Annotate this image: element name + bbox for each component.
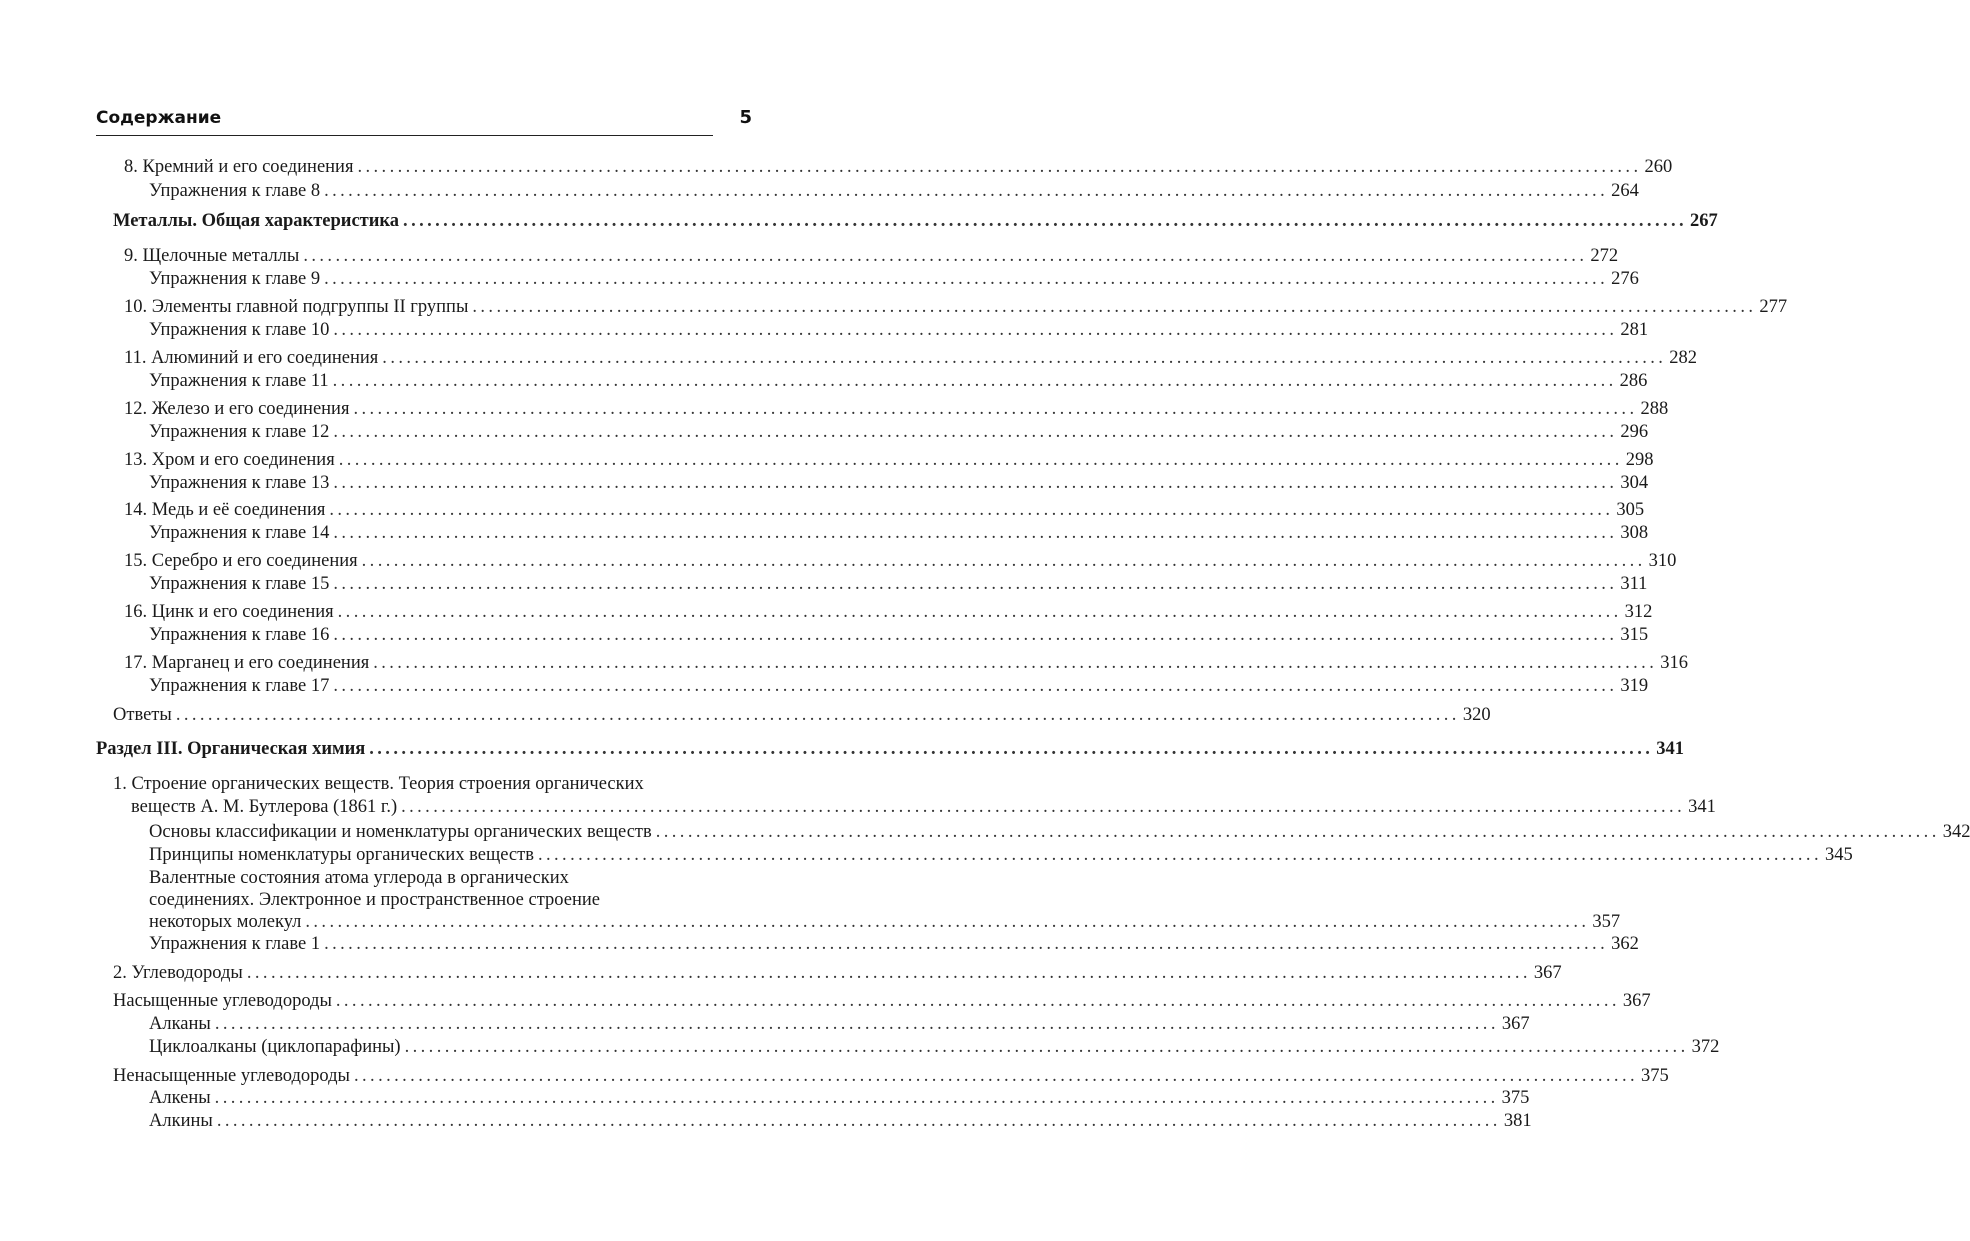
toc-entry-page: 367 (1501, 1014, 1530, 1034)
toc-entry-page: 276 (1611, 269, 1639, 289)
toc-entry-title: Упражнения к главе 9 (149, 269, 321, 289)
toc-entry[interactable] (124, 346, 1698, 370)
toc-entry-page: 272 (1590, 246, 1619, 266)
toc-entry-page: 304 (1620, 473, 1649, 493)
toc-entry[interactable] (149, 420, 1649, 444)
toc-entry-title: 14. Медь и её соединения (124, 500, 326, 520)
toc-leader-dots: ................................................................................................................................................................ (361, 551, 1646, 571)
toc-entry-title: Упражнения к главе 8 (149, 181, 321, 201)
toc-entry-page: 308 (1620, 523, 1649, 543)
toc-entry-title: Алканы (149, 1014, 211, 1034)
toc-entry[interactable] (124, 600, 1653, 624)
toc-entry-title: веществ А. М. Бутлерова (1861 г.) (131, 797, 398, 817)
toc-entry-title: Упражнения к главе 16 (149, 625, 330, 645)
toc-entry[interactable] (149, 1035, 1720, 1059)
toc-entry-title: Насыщенные углеводороды (113, 991, 332, 1011)
toc-leader-dots: ................................................................................................................................................................ (333, 523, 1618, 543)
toc-entry-title: Упражнения к главе 15 (149, 574, 330, 594)
toc-entry[interactable] (149, 471, 1649, 495)
toc-entry[interactable] (149, 843, 1853, 867)
toc-leader-dots: ................................................................................................................................................................ (303, 246, 1588, 266)
toc-entry-title: 16. Цинк и его соединения (124, 602, 334, 622)
toc-entry-title: Ответы (113, 705, 172, 725)
toc-entry[interactable] (149, 674, 1649, 698)
toc-entry-title: Металлы. Общая характеристика (113, 211, 400, 231)
toc-entry[interactable] (124, 448, 1654, 472)
toc-entry-page: 288 (1640, 399, 1669, 419)
toc-entry-page: 311 (1620, 574, 1648, 594)
toc-entry-page: 310 (1648, 551, 1677, 571)
toc-entry-title: Упражнения к главе 13 (149, 473, 330, 493)
toc-entry-page: 381 (1503, 1111, 1532, 1131)
toc-leader-dots: ................................................................................................................................................................ (305, 912, 1590, 932)
toc-leader-dots: ................................................................................................................................................................ (369, 739, 1654, 759)
page-header (96, 106, 752, 136)
toc-leader-dots: ................................................................................................................................................................ (382, 348, 1667, 368)
toc-entry-page: 341 (1688, 797, 1716, 817)
toc-leader-dots: ................................................................................................................................................................ (357, 157, 1642, 177)
toc-entry[interactable] (149, 910, 1621, 934)
toc-entry-title: Ненасыщенные углеводороды (113, 1066, 350, 1086)
toc-leader-dots: ................................................................................................................................................................ (214, 1014, 1499, 1034)
toc-leader-dots: ................................................................................................................................................................ (335, 991, 1620, 1011)
toc-leader-dots: ................................................................................................................................................................ (338, 450, 1623, 470)
toc-entry-page: 367 (1533, 963, 1562, 983)
toc-entry-title: Раздел III. Органическая химия (96, 739, 366, 759)
toc-leader-dots: ................................................................................................................................................................ (401, 797, 1686, 817)
toc-leader-dots: ................................................................................................................................................................ (337, 602, 1622, 622)
toc-entry[interactable] (149, 1109, 1532, 1133)
toc-entry-title: 15. Серебро и его соединения (124, 551, 358, 571)
toc-leader-dots: ................................................................................................................................................................ (333, 625, 1618, 645)
toc-leader-dots: ................................................................................................................................................................ (324, 934, 1609, 954)
toc-entry-title: Упражнения к главе 17 (149, 676, 330, 696)
toc-entry[interactable] (124, 155, 1673, 179)
toc-entry-title: 13. Хром и его соединения (124, 450, 335, 470)
toc-leader-dots: ................................................................................................................................................................ (175, 705, 1460, 725)
toc-entry-title: 2. Углеводороды (113, 963, 243, 983)
toc-entry[interactable] (149, 932, 1639, 956)
toc-entry-page: 367 (1622, 991, 1651, 1011)
toc-entry-page: 264 (1611, 181, 1639, 201)
toc-entry-page: 312 (1624, 602, 1653, 622)
toc-entry-title: 12. Железо и его соединения (124, 399, 350, 419)
toc-entry-page: 281 (1620, 320, 1649, 340)
toc-entry[interactable] (124, 295, 1788, 319)
toc-entry-title: Упражнения к главе 14 (149, 523, 330, 543)
toc-leader-dots: ................................................................................................................................................................ (333, 320, 1618, 340)
toc-entry-title: некоторых молекул (149, 912, 302, 932)
toc-entry[interactable] (113, 1064, 1669, 1088)
toc-entry-page: 298 (1625, 450, 1654, 470)
toc-entry-line: соединениях. Электронное и пространственное строение (149, 890, 600, 910)
toc-entry-page: 260 (1644, 157, 1673, 177)
toc-entry[interactable] (113, 703, 1491, 727)
toc-entry[interactable] (113, 989, 1651, 1013)
toc-entry[interactable] (149, 267, 1639, 291)
toc-entry-page: 372 (1691, 1037, 1720, 1057)
toc-leader-dots: ................................................................................................................................................................ (655, 822, 1940, 842)
toc-entry-title: 17. Марганец и его соединения (124, 653, 370, 673)
toc-leader-dots: ................................................................................................................................................................ (354, 1066, 1638, 1086)
toc-entry[interactable] (124, 498, 1645, 522)
toc-entry-page: 319 (1620, 676, 1649, 696)
toc-section-heading[interactable] (113, 209, 1718, 233)
toc-entry-title: Принципы номенклатуры органических веществ (149, 845, 534, 865)
toc-leader-dots: ................................................................................................................................................................ (353, 399, 1638, 419)
toc-entry-title: 10. Элементы главной подгруппы II группы (124, 297, 469, 317)
toc-entry-title: Упражнения к главе 1 (149, 934, 321, 954)
toc-entry-page: 296 (1620, 422, 1649, 442)
toc-entry-title: Упражнения к главе 10 (149, 320, 330, 340)
toc-entry-title: Упражнения к главе 11 (149, 371, 329, 391)
toc-entry-line: Валентные состояния атома углерода в органических (149, 868, 569, 888)
toc-leader-dots: ................................................................................................................................................................ (373, 653, 1658, 673)
toc-entry-page: 341 (1656, 739, 1684, 759)
toc-leader-dots: ................................................................................................................................................................ (333, 422, 1618, 442)
toc-leader-dots: ................................................................................................................................................................ (332, 371, 1617, 391)
toc-leader-dots: ................................................................................................................................................................ (537, 845, 1822, 865)
toc-entry-title: Упражнения к главе 12 (149, 422, 330, 442)
toc-leader-dots: ................................................................................................................................................................ (333, 574, 1618, 594)
toc-leader-dots: ................................................................................................................................................................ (329, 500, 1614, 520)
toc-entry[interactable] (149, 521, 1649, 545)
toc-entry[interactable] (124, 397, 1669, 421)
toc-entry-page: 282 (1669, 348, 1698, 368)
toc-entry[interactable] (149, 369, 1648, 393)
toc-entry-title: Алкены (149, 1088, 211, 1108)
toc-leader-dots: ................................................................................................................................................................ (214, 1088, 1499, 1108)
toc-entry-page: 320 (1462, 705, 1491, 725)
toc-section-heading[interactable] (96, 737, 1684, 761)
toc-entry-page: 316 (1660, 653, 1688, 673)
toc-entry-page: 375 (1501, 1088, 1530, 1108)
toc-entry-title: Основы классификации и номенклатуры органических веществ (149, 822, 652, 842)
toc-entry-title: 9. Щелочные металлы (124, 246, 300, 266)
toc-entry[interactable] (149, 318, 1649, 342)
toc-leader-dots: ................................................................................................................................................................ (324, 181, 1609, 201)
toc-entry[interactable] (149, 820, 1970, 844)
toc-entry-page: 286 (1619, 371, 1648, 391)
toc-entry[interactable] (149, 179, 1639, 203)
toc-entry-page: 305 (1616, 500, 1645, 520)
toc-entry[interactable] (131, 795, 1716, 819)
toc-entry-line: 1. Строение органических веществ. Теория строения органических (113, 774, 644, 794)
toc-entry-title: Алкины (149, 1111, 213, 1131)
toc-leader-dots: ................................................................................................................................................................ (404, 1037, 1689, 1057)
toc-leader-dots: ................................................................................................................................................................ (216, 1111, 1501, 1131)
toc-entry[interactable] (149, 1086, 1530, 1110)
page-number: 5 (739, 107, 752, 128)
toc-leader-dots: ................................................................................................................................................................ (333, 473, 1618, 493)
toc-entry-page: 315 (1620, 625, 1649, 645)
toc-entry-page: 357 (1592, 912, 1621, 932)
toc-leader-dots: ................................................................................................................................................................ (246, 963, 1531, 983)
toc-entry[interactable] (124, 244, 1619, 268)
toc-entry-page: 375 (1641, 1066, 1669, 1086)
toc-entry-page: 342 (1942, 822, 1970, 842)
toc-entry-title: 11. Алюминий и его соединения (124, 348, 379, 368)
header-rule (96, 135, 713, 136)
toc-entry[interactable] (149, 1012, 1530, 1036)
toc-leader-dots: ................................................................................................................................................................ (403, 211, 1688, 231)
page-title: Содержание (96, 108, 222, 128)
toc-entry-page: 362 (1611, 934, 1639, 954)
toc-entry[interactable] (113, 961, 1562, 985)
toc-entry[interactable] (149, 623, 1649, 647)
toc-leader-dots: ................................................................................................................................................................ (333, 676, 1618, 696)
toc-entry[interactable] (124, 549, 1677, 573)
toc-entry-title: 8. Кремний и его соединения (124, 157, 354, 177)
toc-entry-title: Циклоалканы (циклопарафины) (149, 1037, 401, 1057)
toc-entry-page: 277 (1759, 297, 1788, 317)
toc-entry[interactable] (149, 572, 1648, 596)
toc-entry-page: 267 (1690, 211, 1718, 231)
toc-leader-dots: ................................................................................................................................................................ (472, 297, 1757, 317)
toc-leader-dots: ................................................................................................................................................................ (324, 269, 1609, 289)
toc-entry[interactable] (124, 651, 1688, 675)
toc-entry-page: 345 (1824, 845, 1853, 865)
